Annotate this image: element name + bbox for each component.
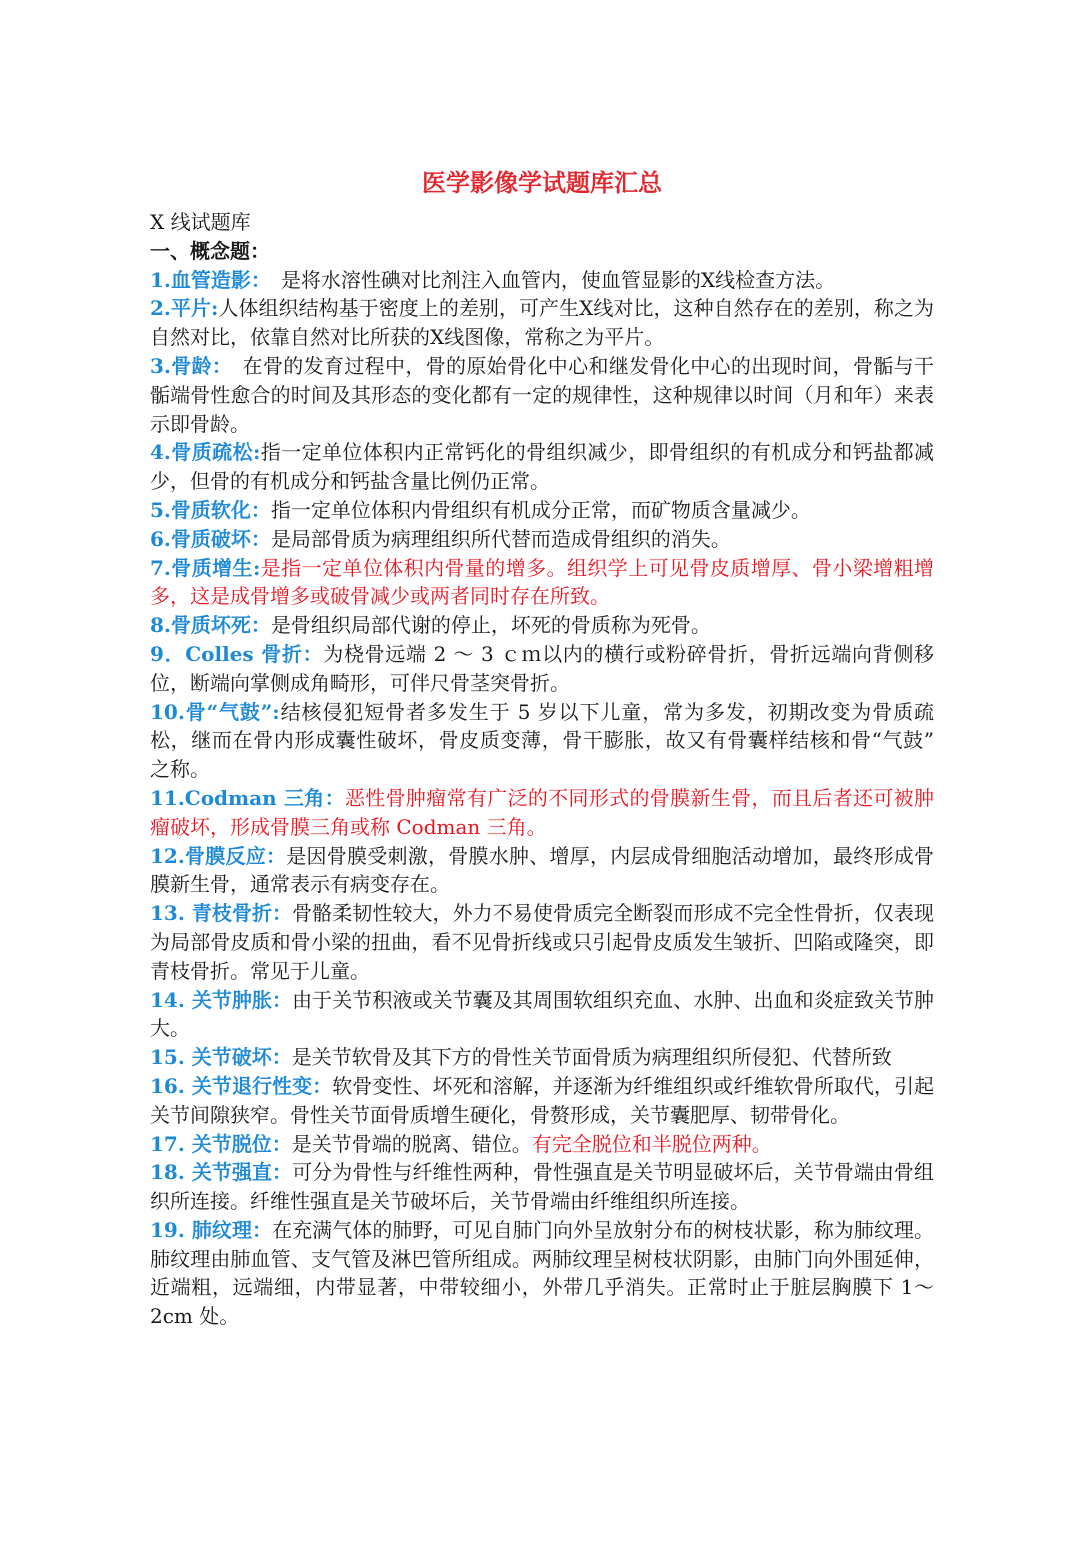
concept-definition: 是骨组织局部代谢的停止，坏死的骨质称为死骨。 [270, 613, 711, 638]
concept-term: 6.骨质破坏： [150, 526, 271, 551]
concept-item [150, 698, 934, 784]
concept-item [150, 1216, 934, 1331]
concept-term: 9．Colles 骨折： [150, 641, 324, 666]
concept-term: 18. 关节强直： [150, 1160, 293, 1185]
concept-definition: 是将水溶性碘对比剂注入血管内，使血管显影的X线检查方法。 [260, 267, 836, 292]
concept-term: 17. 关节脱位： [150, 1131, 292, 1156]
concept-term: 7.骨质增生: [150, 555, 261, 580]
concept-item [150, 352, 934, 438]
concept-term: 5.骨质软化： [150, 497, 271, 522]
concept-definition: 是关节软骨及其下方的骨性关节面骨质为病理组织所侵犯、代替所致 [291, 1045, 892, 1070]
concept-item [150, 640, 934, 698]
concept-definition: 骨骼柔韧性较大，外力不易使骨质完全断裂而形成不完全性骨折，仅表现为局部骨皮质和骨小梁的扭曲，看不见骨折线或只引起骨皮质发生皱折、凹陷或隆突，即青枝骨折。常见于儿童。 [150, 901, 934, 983]
concept-item [150, 554, 934, 612]
concept-term: 19. 肺纹理： [150, 1217, 273, 1242]
concept-item [150, 1130, 934, 1159]
concept-definition: 由于关节积液或关节囊及其周围软组织充血、水肿、出血和炎症致关节肿大。 [150, 987, 934, 1041]
concept-item [150, 525, 934, 554]
concept-definition: 软骨变性、坏死和溶解，并逐渐为纤维组织或纤维软骨所取代，引起关节间隙狭窄。骨性关节面骨质增生硬化，骨赘形成，关节囊肥厚、韧带骨化。 [150, 1073, 935, 1127]
subsection-heading: 一、概念题： [150, 238, 270, 263]
concept-definition: 是因骨膜受刺激，骨膜水肿、增厚，内层成骨细胞活动增加，最终形成骨膜新生骨，通常表示有病变存在。 [150, 843, 935, 897]
concept-term: 16. 关节退行性变： [150, 1073, 333, 1098]
concept-term: 1.血管造影： [150, 267, 261, 292]
concept-term: 15. 关节破坏： [150, 1045, 292, 1070]
concept-item [150, 294, 934, 352]
concept-item [150, 842, 934, 900]
concept-term: 8.骨质坏死： [150, 613, 271, 638]
concept-item [150, 784, 934, 842]
concept-definition: 在充满气体的肺野，可见自肺门向外呈放射分布的树枝状影，称为肺纹理。肺纹理由肺血管、支气管及淋巴管所组成。两肺纹理呈树枝状阴影，由肺门向外围延伸，近端粗，远端细，内带显著，中带较细小，外带几乎消失。正常时止于脏层胸膜下 1～2cm 处。 [150, 1217, 934, 1329]
concept-definition-highlight: 是指一定单位体积内骨量的增多。组织学上可见骨皮质增厚、骨小梁增粗增多，这是成骨增多或破骨减少或两者同时存在所致。 [150, 555, 935, 609]
concept-definition: 人体组织结构基于密度上的差别，可产生X线对比，这种自然存在的差别，称之为自然对比，依靠自然对比所获的X线图像，常称之为平片。 [150, 296, 934, 350]
concept-definition: 指一定单位体积内正常钙化的骨组织减少，即骨组织的有机成分和钙盐都减少，但骨的有机成分和钙盐含量比例仍正常。 [150, 440, 935, 494]
concept-item [150, 438, 934, 496]
concept-item [150, 899, 934, 985]
section-heading: X 线试题库 [150, 210, 251, 234]
concept-definition: 在骨的发育过程中，骨的原始骨化中心和继发骨化中心的出现时间，骨骺与干骺端骨性愈合的时间及其形态的变化都有一定的规律性，这种规律以时间（月和年）来表示即骨龄。 [150, 353, 934, 436]
concept-term: 3.骨龄： [150, 353, 223, 378]
concept-term: 10.骨“气鼓”: [150, 699, 280, 724]
concept-item [150, 1158, 934, 1216]
concept-item [150, 266, 934, 295]
concept-term: 2.平片: [150, 296, 219, 321]
concept-definition: 结核侵犯短骨者多发生于 5 岁以下儿童，常为多发，初期改变为骨质疏松，继而在骨内形成囊性破坏，骨皮质变薄，骨干膨胀，故又有骨囊样结核和骨“气鼓” 之称。 [150, 699, 934, 782]
concept-definition: 是局部骨质为病理组织所代替而造成骨组织的消失。 [270, 526, 731, 551]
concept-definition: 指一定单位体积内骨组织有机成分正常，而矿物质含量减少。 [270, 497, 811, 522]
document-title: 医学影像学试题库汇总 [422, 169, 662, 197]
concept-definition: 是关节骨端的脱离、错位。 [291, 1131, 532, 1156]
concept-definition-highlight: 有完全脱位和半脱位两种。 [531, 1131, 772, 1156]
concept-item [150, 1043, 934, 1072]
concept-list [150, 266, 934, 1331]
concept-term: 4.骨质疏松: [150, 440, 261, 465]
concept-term: 13. 青枝骨折： [150, 901, 293, 926]
concept-term: 14. 关节肿胀： [150, 987, 293, 1012]
concept-item [150, 986, 934, 1044]
concept-item [150, 1072, 934, 1130]
concept-term: 12.骨膜反应： [150, 843, 287, 868]
document-page [150, 166, 934, 1331]
concept-item [150, 611, 934, 640]
concept-term: 11.Codman 三角： [150, 785, 345, 810]
concept-item [150, 496, 934, 525]
concept-definition: 可分为骨性与纤维性两种，骨性强直是关节明显破坏后，关节骨端由骨组织所连接。纤维性强直是关节破坏后，关节骨端由纤维组织所连接。 [150, 1160, 934, 1214]
concept-definition-highlight: 恶性骨肿瘤常有广泛的不同形式的骨膜新生骨，而且后者还可被肿瘤破坏，形成骨膜三角或称 Codman 三角。 [150, 785, 934, 839]
concept-definition: 为桡骨远端 2 ～ 3 ｃｍ以内的横行或粉碎骨折，骨折远端向背侧移位，断端向掌侧成角畸形，可伴尺骨茎突骨折。 [150, 641, 934, 695]
